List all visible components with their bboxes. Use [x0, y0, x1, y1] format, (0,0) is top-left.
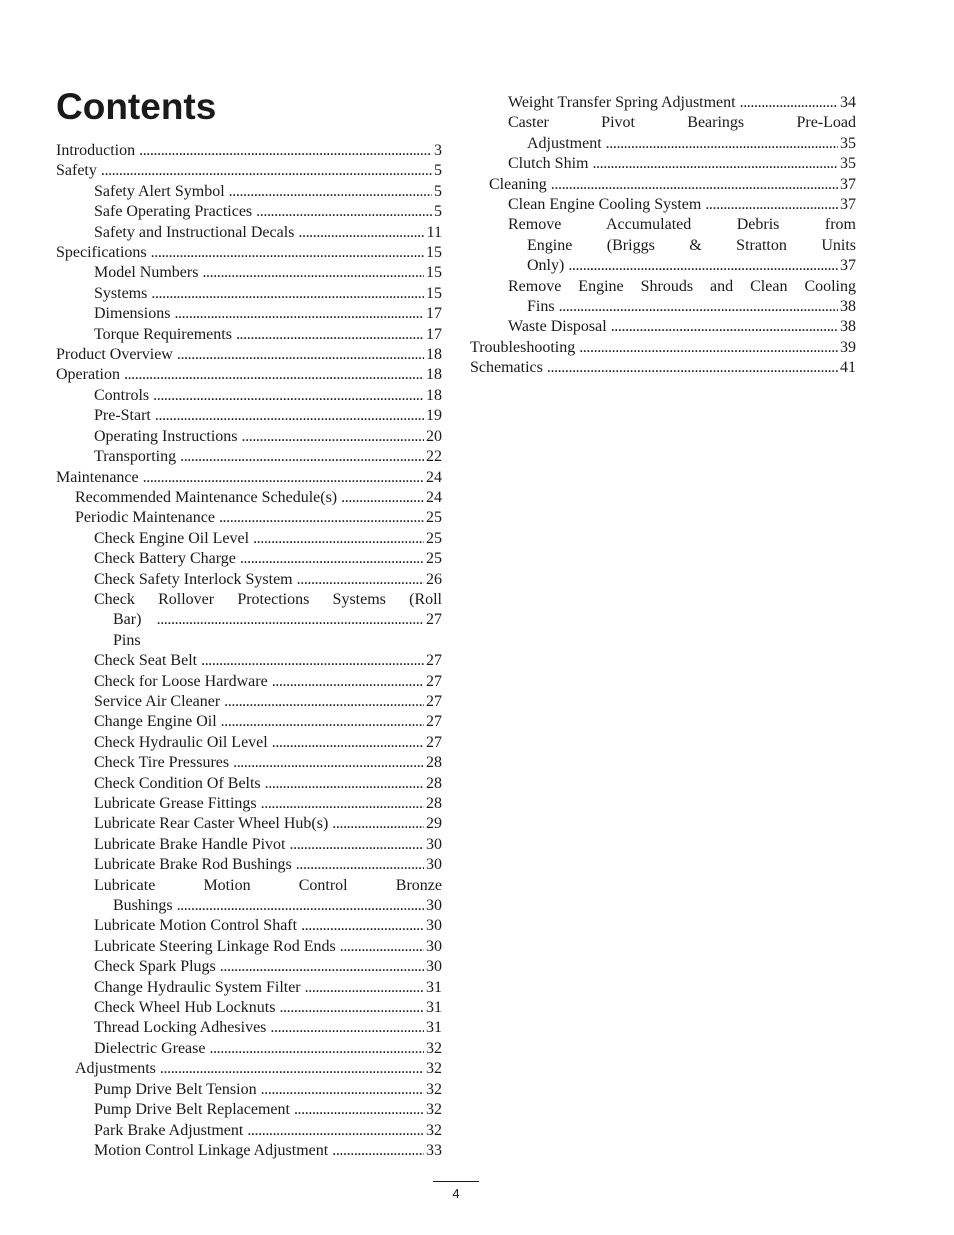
dot-leader [220, 957, 424, 977]
toc-entry-title: Systems [94, 284, 148, 302]
toc-entry-page: 5 [434, 182, 442, 200]
toc-entry-page: 17 [426, 305, 442, 323]
toc-entry-title: Lubricate Rear Caster Wheel Hub(s) [94, 815, 329, 833]
toc-entry-page: 29 [426, 815, 442, 833]
dot-leader [272, 733, 424, 753]
toc-entry-title: Pump Drive Belt Replacement [94, 1101, 290, 1119]
toc-entry-title: Operating Instructions [94, 427, 238, 445]
toc-entry-title: Check Spark Plugs [94, 958, 216, 976]
toc-entry[interactable] [56, 1100, 442, 1120]
toc-entry-title: Safe Operating Practices [94, 203, 253, 221]
toc-entry-page: 27 [426, 672, 442, 690]
toc-entry-title: Introduction [56, 142, 136, 159]
toc-entry[interactable] [56, 141, 442, 161]
toc-entry-title: Thread Locking Adhesives [94, 1019, 267, 1037]
toc-entry[interactable] [56, 1039, 442, 1059]
toc-entry-page: 31 [426, 978, 442, 996]
dot-leader [579, 338, 838, 358]
toc-entry[interactable] [470, 215, 856, 276]
toc-entry[interactable] [56, 263, 442, 283]
toc-entry-page: 37 [840, 257, 856, 275]
toc-entry-title: Safety and Instructional Decals [94, 223, 295, 241]
toc-entry[interactable] [56, 692, 442, 712]
toc-entry-page: 38 [840, 318, 856, 336]
toc-entry-title: Park Brake Adjustment [94, 1121, 244, 1139]
toc-entry[interactable] [56, 794, 442, 814]
toc-entry-title: Check Condition Of Belts [94, 774, 261, 792]
toc-entry-title-cont: Only) [527, 257, 565, 275]
toc-entry-page: 32 [426, 1080, 442, 1098]
toc-entry-continuation [508, 134, 856, 154]
page-number: 4 [433, 1181, 479, 1201]
toc-entry[interactable] [56, 1059, 442, 1079]
toc-entry[interactable] [470, 113, 856, 154]
dot-leader [297, 570, 424, 590]
toc-entry[interactable] [56, 651, 442, 671]
dot-leader [143, 468, 424, 488]
dot-leader [294, 1100, 424, 1120]
toc-entry-page: 18 [426, 386, 442, 404]
toc-entry-title: Adjustments [75, 1060, 156, 1078]
toc-entry[interactable] [470, 338, 856, 358]
dot-leader [298, 223, 424, 243]
dot-leader [101, 161, 432, 181]
toc-entry-page: 31 [426, 1019, 442, 1037]
dot-leader [151, 284, 424, 304]
toc-entry-page: 25 [426, 509, 442, 527]
toc-entry[interactable] [56, 855, 442, 875]
toc-entry-title: Check Safety Interlock System [94, 570, 293, 588]
toc-entry-page: 34 [840, 94, 856, 111]
toc-entry-title: Check Tire Pressures [94, 754, 230, 772]
dot-leader [551, 175, 838, 195]
toc-entry[interactable] [56, 712, 442, 732]
dot-leader [221, 712, 424, 732]
toc-entry[interactable] [56, 304, 442, 324]
dot-leader [705, 195, 838, 215]
toc-entry[interactable] [470, 154, 856, 174]
dot-leader [201, 651, 424, 671]
toc-entry-page: 15 [426, 264, 442, 282]
toc-entry-title: Clutch Shim [508, 155, 589, 173]
toc-entry-title: Lubricate Steering Linkage Rod Ends [94, 937, 336, 955]
toc-entry-page: 32 [426, 1121, 442, 1139]
toc-entry-page: 25 [426, 529, 442, 547]
toc-entry-title: Torque Requirements [94, 325, 232, 343]
toc-entry-title: Periodic Maintenance [75, 509, 215, 527]
toc-entry-page: 5 [434, 203, 442, 221]
dot-leader [209, 1039, 424, 1059]
toc-entry-page: 27 [426, 733, 442, 751]
toc-entry[interactable] [56, 508, 442, 528]
toc-entry-page: 27 [426, 692, 442, 710]
toc-entry[interactable] [56, 386, 442, 406]
toc-entry-title: Operation [56, 366, 120, 384]
dot-leader [139, 141, 432, 161]
dot-leader [296, 855, 424, 875]
toc-entry-page: 32 [426, 1039, 442, 1057]
toc-entry-continuation [508, 297, 856, 317]
dot-leader [290, 835, 425, 855]
toc-entry[interactable] [56, 937, 442, 957]
toc-entry[interactable] [56, 570, 442, 590]
toc-entry-page: 37 [840, 175, 856, 193]
toc-entry-title: Motion Control Linkage Adjustment [94, 1141, 329, 1159]
dot-leader [606, 134, 838, 154]
toc-entry[interactable] [470, 277, 856, 318]
toc-entry-title: Clean Engine Cooling System [508, 196, 702, 214]
toc-entry-page: 28 [426, 795, 442, 812]
toc-entry-title: Change Engine Oil [94, 713, 217, 731]
toc-entry[interactable] [56, 733, 442, 753]
toc-entry-title: Model Numbers [94, 264, 199, 282]
toc-entry-page: 28 [426, 754, 442, 772]
toc-entry[interactable] [56, 876, 442, 917]
toc-entry-title: Transporting [94, 448, 177, 466]
dot-leader [256, 202, 432, 222]
toc-entry-page: 32 [426, 1101, 442, 1119]
toc-entry-page: 39 [840, 338, 856, 356]
dot-leader [332, 1141, 424, 1161]
toc-entry-title: Troubleshooting [470, 338, 576, 356]
toc-entry[interactable] [56, 182, 442, 202]
dot-leader [305, 978, 424, 998]
toc-entry-title: Waste Disposal [508, 318, 607, 336]
dot-leader [157, 610, 424, 630]
page-title: Contents [56, 86, 217, 127]
dot-leader [240, 549, 424, 569]
toc-entry-title: Service Air Cleaner [94, 692, 221, 710]
toc-entry-title: Controls [94, 386, 150, 404]
toc-entry-page: 17 [426, 325, 442, 343]
toc-entry[interactable] [56, 814, 442, 834]
toc-entry[interactable] [56, 447, 442, 467]
toc-entry-title: Caster Pivot Bearings Pre-Load [508, 114, 856, 132]
toc-entry-title: Lubricate Brake Rod Bushings [94, 856, 292, 874]
toc-entry-title: Lubricate Grease Fittings [94, 795, 257, 812]
toc-entry-page: 41 [840, 359, 856, 377]
toc-entry[interactable] [56, 998, 442, 1018]
toc-entry-title-cont: Fins [527, 298, 555, 316]
toc-entry[interactable] [56, 202, 442, 222]
toc-entry-page: 3 [434, 142, 442, 159]
toc-entry[interactable] [470, 317, 856, 337]
toc-entry-title-cont: Adjustment [527, 134, 602, 152]
toc-entry-title: Dimensions [94, 305, 171, 323]
toc-entry-title: Remove Engine Shrouds and Clean Cooling [508, 277, 856, 295]
toc-entry-title: Check Hydraulic Oil Level [94, 733, 268, 751]
toc-entry-page: 27 [426, 611, 442, 629]
toc-entry-page: 11 [426, 223, 442, 241]
dot-leader [180, 447, 424, 467]
toc-entry[interactable] [56, 774, 442, 794]
toc-entry[interactable] [470, 175, 856, 195]
toc-entry-page: 31 [426, 999, 442, 1017]
toc-entry-title: Change Hydraulic System Filter [94, 978, 301, 996]
toc-entry-title: Lubricate Motion Control Shaft [94, 917, 298, 935]
toc-entry-continuation [94, 610, 442, 651]
toc-entry[interactable] [56, 957, 442, 977]
toc-entry-page: 24 [426, 488, 442, 506]
toc-right-column [470, 93, 856, 379]
toc-entry[interactable] [56, 1141, 442, 1161]
toc-entry-page: 37 [840, 196, 856, 214]
dot-leader [219, 508, 424, 528]
toc-entry-page: 30 [426, 937, 442, 955]
dot-leader [341, 488, 424, 508]
toc-entry[interactable] [470, 195, 856, 215]
toc-entry[interactable] [56, 529, 442, 549]
toc-entry-title: Lubricate Motion Control Bronze [94, 876, 442, 894]
dot-leader [151, 243, 424, 263]
toc-entry[interactable] [56, 1121, 442, 1141]
toc-entry[interactable] [56, 161, 442, 181]
dot-leader [242, 427, 424, 447]
toc-entry-page: 20 [426, 427, 442, 445]
toc-entry-title: Weight Transfer Spring Adjustment [508, 94, 736, 111]
toc-entry[interactable] [56, 590, 442, 651]
dot-leader [153, 386, 424, 406]
toc-entry-continuation [508, 256, 856, 276]
toc-entry-page: 30 [426, 958, 442, 976]
toc-entry-page: 15 [426, 244, 442, 262]
toc-entry[interactable] [56, 1080, 442, 1100]
toc-entry[interactable] [56, 1018, 442, 1038]
toc-entry-page: 25 [426, 550, 442, 568]
toc-entry-page: 26 [426, 570, 442, 588]
dot-leader [559, 297, 838, 317]
toc-entry-title: Recommended Maintenance Schedule(s) [75, 488, 338, 506]
toc-entry-page: 18 [426, 366, 442, 384]
toc-entry-page: 27 [426, 713, 442, 731]
dot-leader [740, 93, 838, 113]
toc-entry-title-cont: Engine (Briggs & Stratton Units [527, 236, 856, 254]
toc-entry[interactable] [470, 358, 856, 378]
toc-entry-title: Check Engine Oil Level [94, 529, 250, 547]
toc-entry[interactable] [56, 365, 442, 385]
toc-entry-page: 30 [426, 835, 442, 853]
toc-entry[interactable] [56, 835, 442, 855]
toc-entry[interactable] [56, 427, 442, 447]
dot-leader [547, 358, 838, 378]
dot-leader [160, 1059, 424, 1079]
toc-entry-title: Maintenance [56, 468, 139, 486]
dot-leader [279, 998, 424, 1018]
toc-entry[interactable] [56, 243, 442, 263]
toc-entry[interactable] [56, 223, 442, 243]
toc-entry[interactable] [56, 468, 442, 488]
toc-entry-title: Check Wheel Hub Locknuts [94, 999, 276, 1017]
toc-entry-title: Safety Alert Symbol [94, 182, 225, 200]
dot-leader [202, 263, 424, 283]
dot-leader [224, 692, 424, 712]
toc-entry[interactable] [56, 753, 442, 773]
dot-leader [265, 774, 424, 794]
toc-entry-title: Dielectric Grease [94, 1039, 206, 1057]
dot-leader [270, 1018, 424, 1038]
toc-left-column [56, 141, 442, 1161]
toc-entry-title-cont: Bushings [113, 897, 173, 915]
toc-entry-title: Lubricate Brake Handle Pivot [94, 835, 286, 853]
dot-leader [229, 182, 432, 202]
dot-leader [155, 406, 424, 426]
toc-entry-title: Safety [56, 162, 97, 180]
toc-entry-title: Product Overview [56, 346, 173, 364]
toc-entry-title: Specifications [56, 244, 147, 262]
toc-entry-page: 22 [426, 448, 442, 466]
dot-leader [233, 753, 424, 773]
toc-entry-title: Check Seat Belt [94, 652, 198, 670]
toc-entry-page: 30 [426, 917, 442, 935]
toc-entry-title: Check Battery Charge [94, 550, 236, 568]
dot-leader [332, 814, 424, 834]
toc-entry-page: 32 [426, 1060, 442, 1078]
toc-entry-title: Schematics [470, 359, 543, 377]
toc-entry-title: Pre-Start [94, 407, 151, 425]
toc-entry-title: Remove Accumulated Debris from [508, 216, 856, 234]
toc-entry-page: 28 [426, 774, 442, 792]
dot-leader [174, 304, 424, 324]
dot-leader [272, 672, 424, 692]
toc-entry-page: 33 [426, 1141, 442, 1159]
toc-entry[interactable] [56, 549, 442, 569]
dot-leader [124, 365, 424, 385]
toc-entry-continuation [94, 896, 442, 916]
toc-entry[interactable] [56, 325, 442, 345]
dot-leader [592, 154, 838, 174]
toc-entry[interactable] [56, 978, 442, 998]
dot-leader [261, 1080, 424, 1100]
toc-entry-page: 30 [426, 897, 442, 915]
toc-entry-page: 30 [426, 856, 442, 874]
toc-entry[interactable] [56, 488, 442, 508]
toc-entry-title: Pump Drive Belt Tension [94, 1080, 257, 1098]
dot-leader [301, 916, 424, 936]
dot-leader [568, 256, 838, 276]
toc-entry-page: 5 [434, 162, 442, 180]
dot-leader [340, 937, 424, 957]
toc-entry-page: 35 [840, 155, 856, 173]
dot-leader [177, 345, 424, 365]
toc-entry-page: 38 [840, 298, 856, 316]
toc-entry[interactable] [56, 406, 442, 426]
dot-leader [261, 794, 424, 814]
toc-entry-page: 18 [426, 346, 442, 364]
toc-entry-page: 19 [426, 407, 442, 425]
toc-entry[interactable] [470, 93, 856, 113]
toc-entry[interactable] [56, 672, 442, 692]
toc-entry-page: 27 [426, 652, 442, 670]
dot-leader [611, 317, 838, 337]
toc-entry-page: 15 [426, 284, 442, 302]
toc-entry-page: 24 [426, 468, 442, 486]
toc-entry-title: Check Rollover Protections Systems (Roll [94, 590, 442, 608]
toc-entry-page: 35 [840, 134, 856, 152]
dot-leader [253, 529, 424, 549]
toc-entry[interactable] [56, 916, 442, 936]
toc-entry-title: Check for Loose Hardware [94, 672, 268, 690]
toc-entry[interactable] [56, 345, 442, 365]
dot-leader [236, 325, 424, 345]
toc-entry[interactable] [56, 284, 442, 304]
dot-leader [247, 1121, 424, 1141]
toc-entry-title: Cleaning [489, 175, 547, 193]
dot-leader [177, 896, 424, 916]
toc-entry-title-cont: Bar) Pins [113, 611, 142, 649]
